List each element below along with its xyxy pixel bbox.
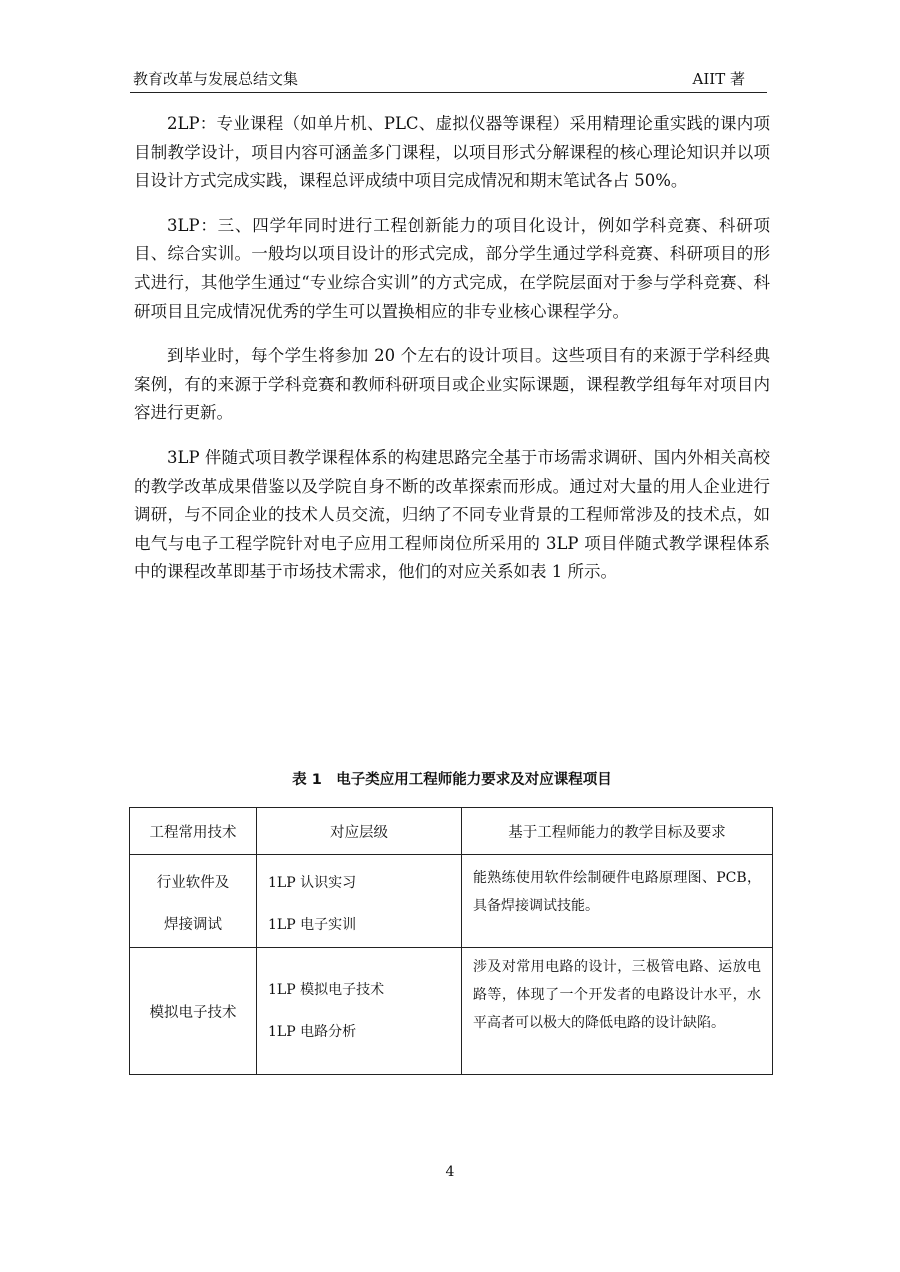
goal-text: 涉及对常用电路的设计，三极管电路、运放电路等，体现了一个开发者的电路设计水平，水平高者可以极大的降低电路的设计缺陷。 bbox=[473, 959, 761, 1031]
body-text bbox=[134, 110, 770, 587]
course-table bbox=[129, 807, 773, 1075]
level-cell bbox=[257, 855, 462, 948]
tech-cell bbox=[130, 855, 257, 948]
paragraph: 3LP：三、四学年同时进行工程创新能力的项目化设计，例如学科竞赛、科研项目、综合实训。一般均以项目设计的形式完成，部分学生通过学科竞赛、科研项目的形式进行，其他学生通过“专业综合实训”的方式完成，在学院层面对于参与学科竞赛、科研项目且完成情况优秀的学生可以置换相应的非专业核心课程学分。 bbox=[134, 215, 770, 321]
level-cell bbox=[257, 948, 462, 1075]
tech-line: 行业软件及 bbox=[156, 875, 230, 891]
level-item: 1LP 模拟电子技术 bbox=[268, 982, 385, 998]
paragraph: 3LP 伴随式项目教学课程体系的构建思路完全基于市场需求调研、国内外相关高校的教学改革成果借鉴以及学院自身不断的改革探索而形成。通过对大量的用人企业进行调研，与不同企业的技术人员交流，归纳了不同专业背景的工程师常涉及的技术点，如电气与电子工程学院针对电子应用工程师岗位所采用的 3LP 项目伴随式教学课程体系中的课程改革即基于市场技术需求，他们的对应关系如表 1 所示。 bbox=[134, 447, 770, 582]
goal-text: 能熟练使用软件绘制硬件电路原理图、PCB，具备焊接调试技能。 bbox=[473, 870, 761, 914]
level-item: 1LP 认识实习 bbox=[268, 875, 357, 891]
header-book-title: 教育改革与发展总结文集 bbox=[133, 70, 299, 88]
level-item: 1LP 电路分析 bbox=[268, 1024, 357, 1040]
page-number: 4 bbox=[445, 1164, 455, 1180]
level-item: 1LP 电子实训 bbox=[268, 917, 357, 933]
page-header bbox=[130, 62, 767, 93]
column-header: 对应层级 bbox=[257, 808, 462, 855]
table-caption: 表 1 电子类应用工程师能力要求及对应课程项目 bbox=[292, 772, 612, 788]
column-header: 工程常用技术 bbox=[130, 808, 257, 855]
header-author: AIIT 著 bbox=[692, 70, 745, 88]
tech-line: 模拟电子技术 bbox=[149, 1004, 237, 1021]
table-header-row bbox=[130, 808, 773, 855]
table-row bbox=[130, 948, 773, 1075]
tech-cell bbox=[130, 948, 257, 1075]
goal-cell bbox=[462, 855, 773, 948]
paragraph: 2LP：专业课程（如单片机、PLC、虚拟仪器等课程）采用精理论重实践的课内项目制教学设计，项目内容可涵盖多门课程，以项目形式分解课程的核心理论知识并以项目设计方式完成实践，课程总评成绩中项目完成情况和期末笔试各占 50%。 bbox=[134, 114, 770, 191]
paragraph: 到毕业时，每个学生将参加 20 个左右的设计项目。这些项目有的来源于学科经典案例，有的来源于学科竞赛和教师科研项目或企业实际课题，课程教学组每年对项目内容进行更新。 bbox=[134, 346, 770, 423]
table-row bbox=[130, 855, 773, 948]
tech-line: 焊接调试 bbox=[164, 917, 222, 933]
column-header: 基于工程师能力的教学目标及要求 bbox=[462, 808, 773, 855]
goal-cell bbox=[462, 948, 773, 1075]
